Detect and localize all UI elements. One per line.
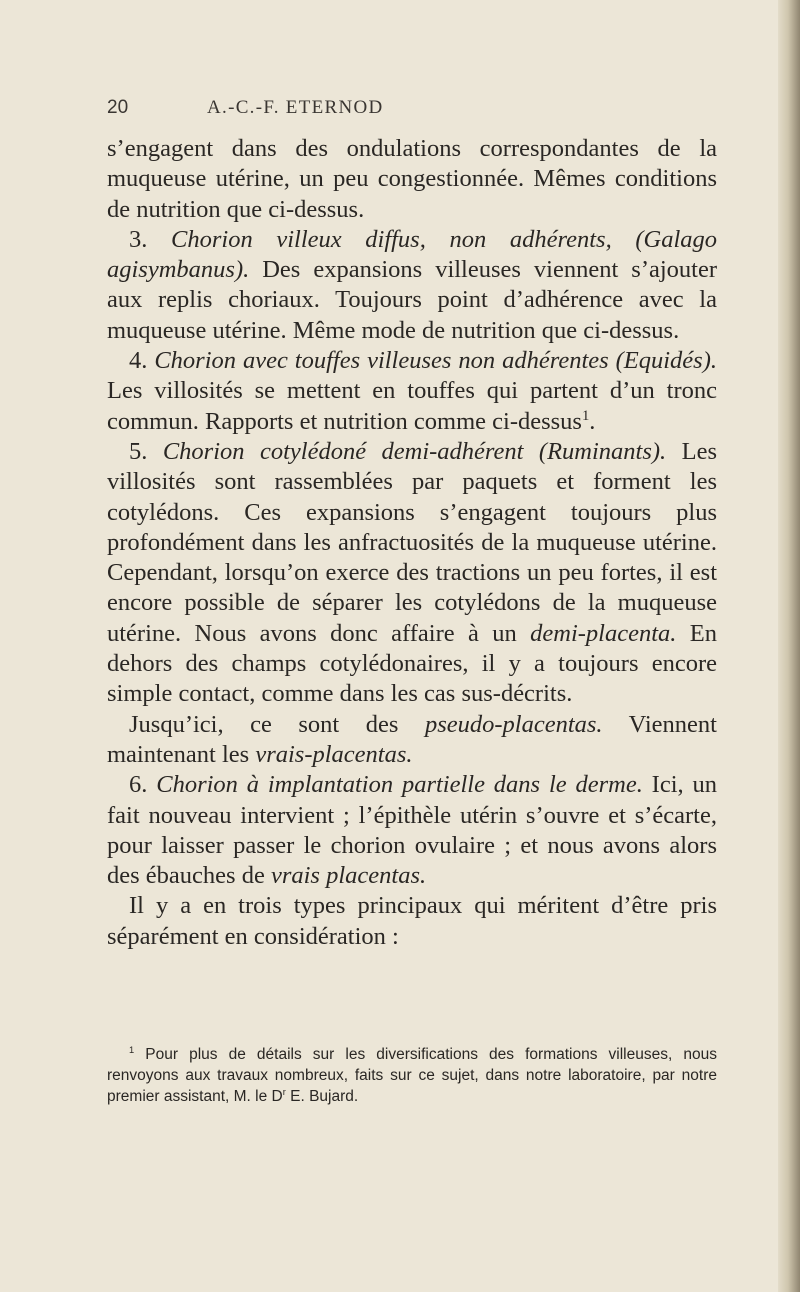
- page-edge: [778, 0, 800, 1292]
- page-header: [107, 97, 727, 123]
- superscript: r: [282, 1086, 286, 1097]
- text-run: 4.: [129, 347, 155, 375]
- running-head: A.-C.-F. ETERNOD: [207, 97, 384, 118]
- body-text: [107, 134, 717, 952]
- footnote: [107, 1044, 717, 1107]
- paragraph: [107, 225, 717, 346]
- text-run: 6.: [129, 771, 157, 799]
- text-run: En dehors des champs cotylédonaires, il y a toujours encore simple contact, comme dans les cas sus-décrits.: [107, 619, 717, 708]
- paragraph: [107, 710, 717, 771]
- italic-text: demi-placenta.: [530, 619, 677, 647]
- italic-text: Chorion cotylédoné demi-adhérent (Ruminants).: [162, 437, 667, 465]
- superscript: 1: [581, 407, 590, 424]
- italic-text: vrais-placentas.: [255, 740, 413, 768]
- text-run: 5.: [129, 437, 163, 465]
- italic-text: pseudo-placentas.: [424, 710, 603, 738]
- italic-text: vrais placentas.: [270, 862, 427, 890]
- text-run: Les villosités se mettent en touffes qui partent d’un tronc commun. Rapports et nutrition comme ci-dessus: [107, 377, 717, 435]
- paragraph: [107, 437, 717, 710]
- italic-text: Chorion villeux diffus, non adhérents, (Galago agisymbanus).: [107, 225, 717, 284]
- text-run: Il y a en trois types principaux qui méritent d’être pris séparément en considération :: [107, 892, 717, 950]
- paragraph: [107, 346, 717, 437]
- superscript: 1: [129, 1044, 135, 1055]
- text-run: Pour plus de détails sur les diversifications des formations villeuses, nous renvoyons aux travaux nombreux, faits sur ce sujet, dans notre laboratoire, par notre premier assistant, M. le D: [107, 1046, 717, 1105]
- text-run: Jusqu’ici, ce sont des: [129, 710, 425, 738]
- text-run: s’engagent dans des ondulations correspondantes de la muqueuse utérine, un peu congestionnée. Mêmes conditions de nutrition que ci-dessus.: [107, 135, 717, 223]
- italic-text: Chorion à implantation partielle dans le derme.: [156, 771, 643, 799]
- text-run: Ici, un fait nouveau intervient ; l’épithèle utérin s’ouvre et s’écarte, pour laisser passer le chorion ovulaire ; et nous avons alors des ébauches de: [107, 771, 717, 890]
- text-run: 3.: [129, 225, 172, 253]
- paragraph: [107, 891, 717, 952]
- italic-text: Chorion avec touffes villeuses non adhérentes (Equidés).: [154, 347, 717, 375]
- text-run: .: [589, 407, 596, 435]
- text-run: Des expansions villeuses viennent s’ajouter aux replis choriaux. Toujours point d’adhérence avec la muqueuse utérine. Même mode de nutrition que ci-dessus.: [107, 256, 717, 344]
- paragraph: [107, 134, 717, 225]
- footnotes: [107, 1044, 717, 1107]
- text-run: E. Bujard.: [285, 1088, 359, 1105]
- text-run: Viennent maintenant les: [107, 710, 717, 768]
- page-number: 20: [107, 97, 129, 118]
- paragraph: [107, 770, 717, 891]
- text-run: Les villosités sont rassemblées par paquets et forment les cotylédons. Ces expansions s’engagent toujours plus profondément dans les anfractuosités de la muqueuse utérine. Cependant, lorsqu’on exerce des tractions un peu fortes, il est encore possible de séparer les cotylédons de la muqueuse utérine. Nous avons donc affaire à un: [107, 437, 718, 647]
